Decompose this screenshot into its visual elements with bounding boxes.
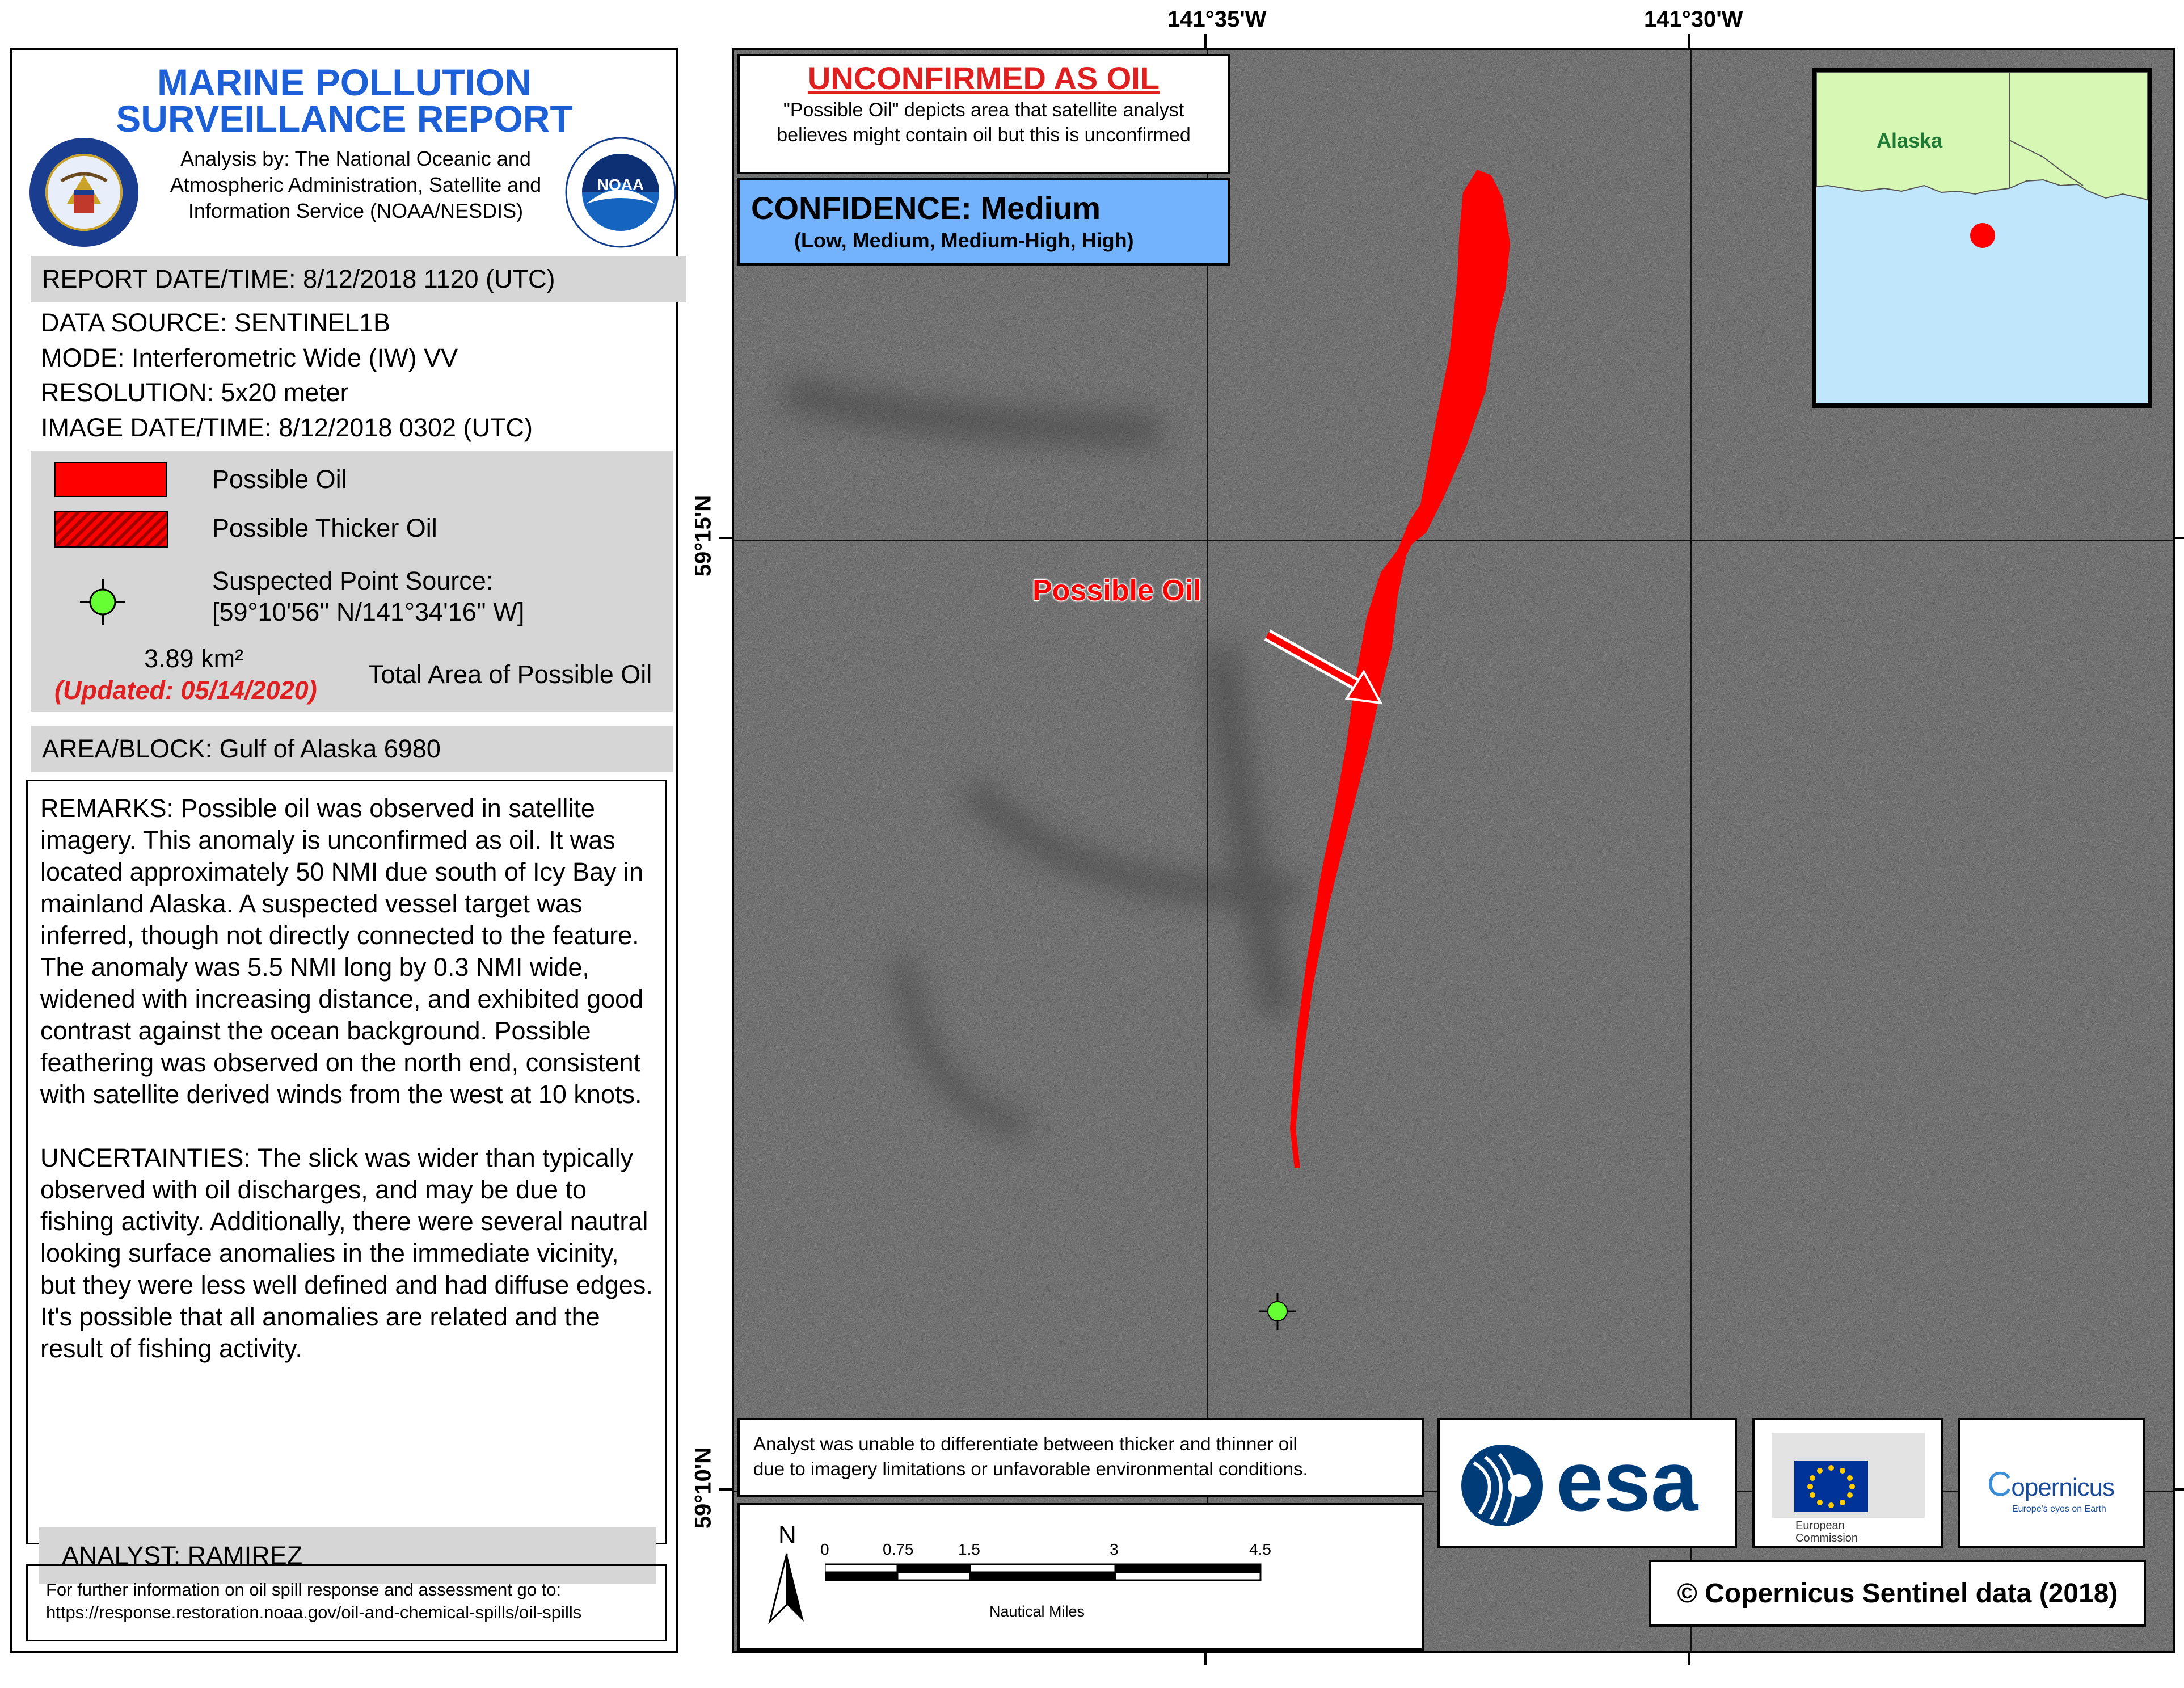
- scale-unit: Nautical Miles: [989, 1603, 1085, 1620]
- scale-tick-3: 3: [1110, 1540, 1119, 1558]
- scale-tick-0: 0: [820, 1540, 829, 1558]
- scale-bar: [825, 1556, 1279, 1590]
- scale-tick-075: 0.75: [883, 1540, 914, 1558]
- north-label: N: [778, 1521, 796, 1549]
- analyst: ANALYST: RAMIREZ: [39, 1527, 656, 1584]
- copernicus-logo: [1958, 1418, 2145, 1548]
- unconfirmed-line2: believes might contain oil but this is unconfirmed: [777, 124, 1191, 146]
- remarks-text: REMARKS: Possible oil was observed in satellite imagery. This anomaly is unconfirmed as oil. It was located approximately 50 NMI due south of Icy Bay in mainland Alaska. A suspected vessel target was inferred, though not directly connected to the feature. The anomaly was 5.5 NMI long by 0.3 NMI wide, widened with increasing distance, and exhibited good contrast against the ocean background. Possible feathering was observed on the north end, consistent with satellite derived winds from the west at 10 knots. UNCERTAINTIES: The slick was wider than typically observed with oil discharges, and may be due to fishing activity. Additionally, there were several nautral looking surface anomalies in the immediate vicinity, but they were less well defined and had diffuse edges. It's possible that all anomalies are related and the result of fishing activity.: [40, 794, 653, 1363]
- confidence-title: CONFIDENCE: Medium: [751, 190, 1101, 226]
- lon-label-1: 141°35'W: [1167, 7, 1267, 32]
- european-commission-logo: [1752, 1418, 1943, 1548]
- scale-bar-box: [737, 1503, 1424, 1651]
- oil-annotation-label: Possible Oil: [1032, 574, 1201, 607]
- legend-possible-oil: Possible Oil: [212, 465, 347, 494]
- lat-label-2: 59°10'N: [690, 1447, 716, 1529]
- map-frame[interactable]: [732, 48, 2175, 1653]
- analysis-attribution: Analysis by: The National Oceanic and Atmospheric Administration, Satellite and Information Service (NOAA/NESDIS): [170, 147, 542, 222]
- legend-point-source-coords: [59°10'56'' N/141°34'16'' W]: [212, 597, 525, 626]
- esa-text: esa: [1556, 1433, 1698, 1529]
- legend-point-source-label: Suspected Point Source:: [212, 566, 494, 595]
- legend-thicker-oil: Possible Thicker Oil: [212, 513, 437, 542]
- analyst-note: Analyst was unable to differentiate between thicker and thinner oil due to imagery limitations or unfavorable environmental conditions.: [737, 1418, 1424, 1497]
- ec-text: European Commission: [1795, 1519, 1858, 1544]
- footer-info: For further information on oil spill response and assessment go to: https://response.restoration.noaa.gov/oil-and-chemical-spills/oil-spills: [26, 1564, 667, 1641]
- unconfirmed-box: [737, 54, 1230, 174]
- copernicus-text: Copernicus: [1987, 1465, 2115, 1503]
- confidence-scale: (Low, Medium, Medium-High, High): [794, 229, 1134, 252]
- north-arrow-icon: [767, 1551, 807, 1624]
- footer-link[interactable]: https://response.restoration.noaa.gov/oil-and-chemical-spills/oil-spills: [46, 1602, 582, 1622]
- report-datetime: REPORT DATE/TIME: 8/12/2018 1120 (UTC): [31, 256, 686, 302]
- inset-label-alaska: Alaska: [1877, 129, 1943, 152]
- total-area-value: 3.89 km²: [144, 644, 244, 673]
- data-source: DATA SOURCE: SENTINEL1B: [41, 308, 390, 337]
- area-block: AREA/BLOCK: Gulf of Alaska 6980: [31, 726, 673, 772]
- esa-logo: [1437, 1418, 1737, 1548]
- unconfirmed-line1: "Possible Oil" depicts area that satellite analyst: [783, 99, 1184, 121]
- report-title-line2: SURVEILLANCE REPORT: [116, 98, 573, 140]
- unconfirmed-title: UNCONFIRMED AS OIL: [807, 60, 1160, 96]
- scale-tick-45: 4.5: [1249, 1540, 1271, 1558]
- svg-text:NOAA: NOAA: [597, 176, 644, 193]
- copyright-box: © Copernicus Sentinel data (2018): [1649, 1560, 2146, 1627]
- resolution: RESOLUTION: 5x20 meter: [41, 378, 349, 407]
- updated-date: (Updated: 05/14/2020): [54, 676, 317, 705]
- confidence-box: [737, 178, 1230, 266]
- inset-map: [1812, 68, 2152, 408]
- report-title-line1: MARINE POLLUTION: [157, 61, 532, 103]
- lon-label-2: 141°30'W: [1644, 7, 1743, 32]
- copernicus-tagline: Europe's eyes on Earth: [2012, 1504, 2106, 1514]
- scale-tick-15: 1.5: [958, 1540, 980, 1558]
- image-datetime: IMAGE DATE/TIME: 8/12/2018 0302 (UTC): [41, 413, 533, 442]
- lat-label-1: 59°15'N: [690, 495, 716, 577]
- total-area-label: Total Area of Possible Oil: [368, 660, 652, 689]
- mode: MODE: Interferometric Wide (IW) VV: [41, 343, 458, 372]
- esa-emblem-icon: [1457, 1440, 1559, 1531]
